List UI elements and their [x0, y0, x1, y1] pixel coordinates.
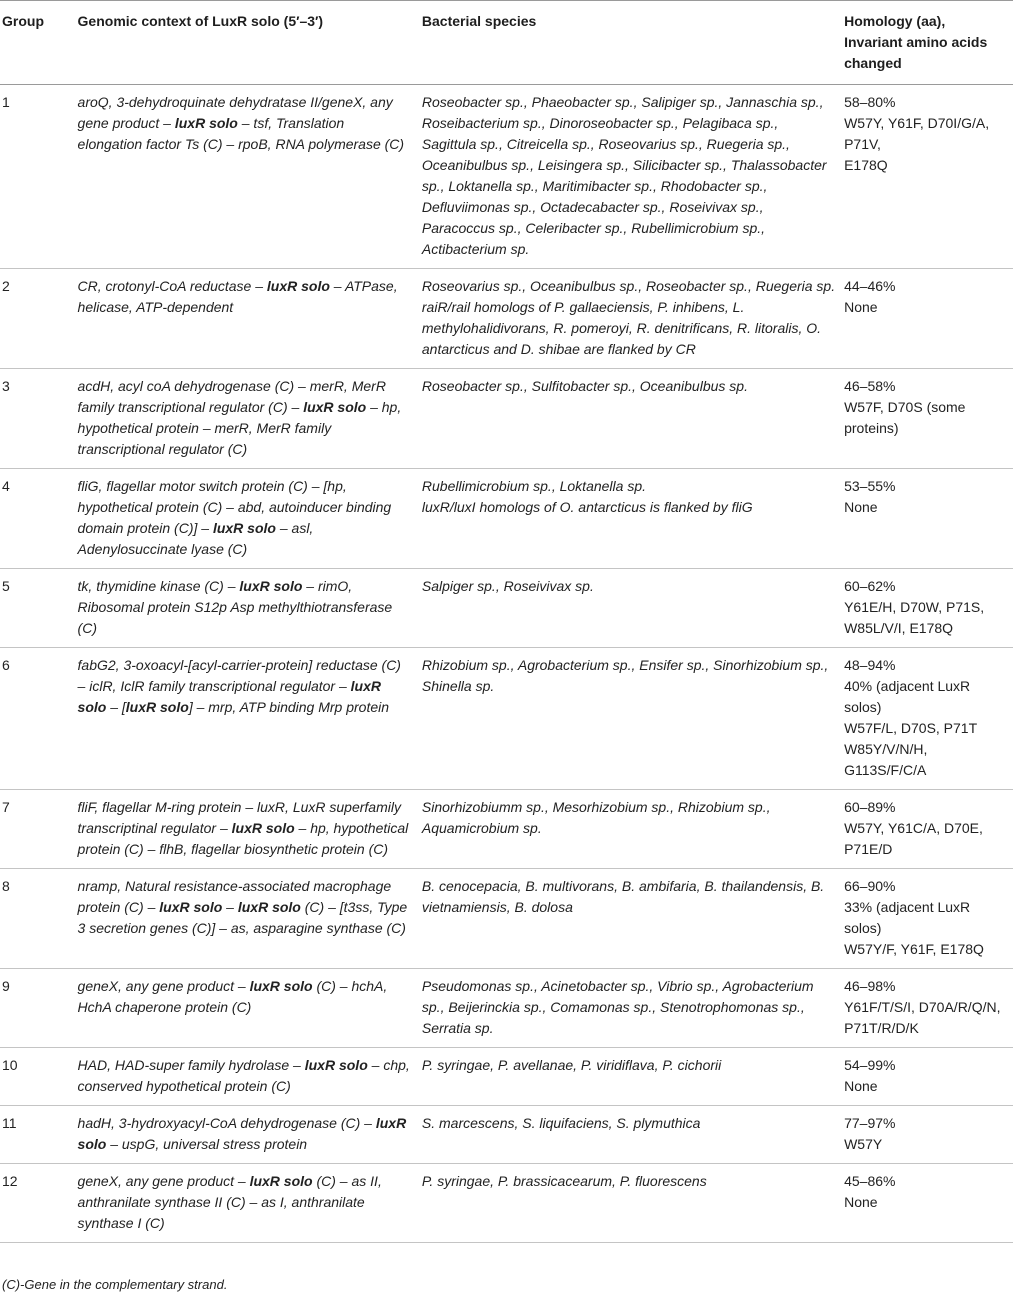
homology-line: None: [844, 499, 878, 515]
header-homology-line: Homology (aa),: [844, 13, 946, 29]
context-text: (C) – as II, anthranilate synthase II (C) – as I, anthranilate synthase I (C): [77, 1173, 382, 1231]
cell-homology: [844, 969, 1013, 1048]
luxr-solo-label: luxR solo: [266, 278, 330, 294]
homology-line: 60–89%: [844, 799, 896, 815]
species-line: luxR/luxI homologs of O. antarcticus is flanked by fliG: [421, 499, 753, 515]
header-group: Group: [0, 1, 78, 85]
homology-line: 44–46%: [844, 278, 896, 294]
cell-group: 11: [0, 1106, 78, 1164]
luxr-solo-label: luxR solo: [249, 978, 313, 994]
context-text: – rimO, Ribosomal protein S12p Asp methylthiotransferase (C): [77, 578, 393, 636]
table-row: [0, 369, 1013, 469]
cell-homology: [844, 648, 1013, 790]
header-homology-line: Invariant amino acids: [844, 34, 988, 50]
cell-homology: [844, 369, 1013, 469]
luxr-solo-label: luxR solo: [77, 678, 381, 715]
homology-line: G113S/F/C/A: [844, 762, 927, 778]
context-text: CR, crotonyl-CoA reductase –: [77, 278, 267, 294]
homology-line: 33% (adjacent LuxR: [844, 899, 971, 915]
luxr-solo-label: luxR solo: [159, 899, 223, 915]
header-homology-line: changed: [844, 55, 902, 71]
cell-bacterial-species: [422, 869, 844, 969]
cell-homology: [844, 269, 1013, 369]
cell-homology: [844, 1164, 1013, 1243]
cell-homology: [844, 569, 1013, 648]
table-row: [0, 1164, 1013, 1243]
table-row: [0, 790, 1013, 869]
luxr-solo-label: luxR solo: [231, 820, 295, 836]
context-text: – ATPase, helicase, ATP-dependent: [77, 278, 398, 315]
homology-line: 53–55%: [844, 478, 896, 494]
header-bacterial-species: Bacterial species: [422, 1, 844, 85]
homology-line: W57Y, Y61F, D70I/G/A,: [844, 115, 990, 131]
homology-line: Y61E/H, D70W, P71S,: [844, 599, 985, 615]
homology-line: Y61F/T/S/I, D70A/R/Q/N,: [844, 999, 1001, 1015]
table-row: [0, 1048, 1013, 1106]
species-line: Salpiger sp., Roseivivax sp.: [421, 578, 594, 594]
homology-line: None: [844, 299, 878, 315]
cell-group: 5: [0, 569, 78, 648]
table-row: [0, 969, 1013, 1048]
homology-line: 40% (adjacent LuxR: [844, 678, 971, 694]
context-text: fliF, flagellar M-ring protein – luxR, LuxR superfamily transcriptinal regulator –: [77, 799, 401, 836]
context-text: (C) – [t3ss, Type 3 secretion genes (C)] – as, asparagine synthase (C): [77, 899, 408, 936]
homology-line: W57Y: [844, 1136, 883, 1152]
context-text: acdH, acyl coA dehydrogenase (C) – merR, MerR family transcriptional regulator (C) –: [77, 378, 386, 415]
homology-line: W57F, D70S (some: [844, 399, 966, 415]
cell-genomic-context: [78, 569, 422, 648]
context-text: –: [222, 899, 238, 915]
cell-group: 6: [0, 648, 78, 790]
cell-homology: [844, 85, 1013, 269]
context-text: – [: [106, 699, 126, 715]
table-row: [0, 569, 1013, 648]
luxr-solo-label: luxR solo: [303, 399, 367, 415]
cell-homology: [844, 869, 1013, 969]
cell-homology: [844, 1048, 1013, 1106]
table-row: [0, 85, 1013, 269]
species-line: P. syringae, P. brassicacearum, P. fluorescens: [421, 1173, 707, 1189]
table-header-row: [0, 1, 1013, 85]
cell-bacterial-species: [422, 1164, 844, 1243]
cell-bacterial-species: [422, 1048, 844, 1106]
homology-line: 46–58%: [844, 378, 896, 394]
cell-group: 3: [0, 369, 78, 469]
luxr-solo-label: luxR solo: [249, 1173, 313, 1189]
cell-homology: [844, 469, 1013, 569]
homology-line: 48–94%: [844, 657, 896, 673]
cell-group: 10: [0, 1048, 78, 1106]
homology-line: None: [844, 1194, 878, 1210]
cell-genomic-context: [78, 648, 422, 790]
species-line: Rubellimicrobium sp., Loktanella sp.: [421, 478, 646, 494]
homology-line: 54–99%: [844, 1057, 896, 1073]
header-homology: [844, 1, 1013, 85]
homology-line: 60–62%: [844, 578, 896, 594]
table-row: [0, 869, 1013, 969]
context-text: fabG2, 3-oxoacyl-[acyl-carrier-protein] reductase (C) – iclR, IclR family transcriptional regulator –: [77, 657, 401, 694]
table-body: [0, 85, 1013, 1243]
header-genomic-context: Genomic context of LuxR solo (5′–3′): [78, 1, 422, 85]
context-text: – chp, conserved hypothetical protein (C): [77, 1057, 410, 1094]
cell-bacterial-species: [422, 85, 844, 269]
table-row: [0, 269, 1013, 369]
context-text: – uspG, universal stress protein: [106, 1136, 308, 1152]
homology-line: W85L/V/I, E178Q: [844, 620, 954, 636]
cell-bacterial-species: [422, 269, 844, 369]
context-text: fliG, flagellar motor switch protein (C) – [hp, hypothetical protein (C) – abd, autoinducer binding domain protein (C)] –: [77, 478, 392, 536]
cell-group: 2: [0, 269, 78, 369]
homology-line: 45–86%: [844, 1173, 896, 1189]
cell-genomic-context: [78, 469, 422, 569]
luxr-solo-label: luxR solo: [174, 115, 238, 131]
cell-genomic-context: [78, 1048, 422, 1106]
luxr-solo-label: luxR solo: [239, 578, 303, 594]
cell-bacterial-species: [422, 790, 844, 869]
table-row: [0, 469, 1013, 569]
cell-homology: [844, 790, 1013, 869]
cell-group: 12: [0, 1164, 78, 1243]
cell-bacterial-species: [422, 1106, 844, 1164]
context-text: – tsf, Translation elongation factor Ts (C) – rpoB, RNA polymerase (C): [77, 115, 405, 152]
homology-line: W57Y/F, Y61F, E178Q: [844, 941, 984, 957]
context-text: (C) – hchA, HchA chaperone protein (C): [77, 978, 388, 1015]
context-text: tk, thymidine kinase (C) –: [77, 578, 240, 594]
luxr-solo-label: luxR solo: [77, 1115, 407, 1152]
species-line: Pseudomonas sp., Acinetobacter sp., Vibrio sp., Agrobacterium sp., Beijerinckia sp., Comamonas sp., Stenotrophomonas sp., Serratia sp.: [421, 978, 814, 1036]
cell-genomic-context: [78, 1164, 422, 1243]
homology-line: solos): [844, 699, 882, 715]
cell-group: 1: [0, 85, 78, 269]
context-text: geneX, any gene product –: [77, 1173, 250, 1189]
cell-genomic-context: [78, 969, 422, 1048]
homology-line: proteins): [844, 420, 899, 436]
homology-line: W57F/L, D70S, P71T: [844, 720, 978, 736]
species-line: B. cenocepacia, B. multivorans, B. ambifaria, B. thailandensis, B. vietnamiensis, B. dolosa: [421, 878, 825, 915]
homology-line: W57Y, Y61C/A, D70E,: [844, 820, 983, 836]
cell-bacterial-species: [422, 369, 844, 469]
species-line: Roseobacter sp., Phaeobacter sp., Salipiger sp., Jannaschia sp., Roseibacterium sp., Dinoroseobacter sp., Pelagibaca sp., Sagittula sp., Citreicella sp., Roseovarius sp., Ruegeria sp., Oceanibulbus sp., Leisingera sp., Silicibacter sp., Thalassobacter sp., Loktanella sp., Maritimibacter sp., Rhodobacter sp., Defluviimonas sp., Octadecabacter sp., Roseivivax sp., Paracoccus sp., Celeribacter sp., Rubellimicrobium sp., Actibacterium sp.: [421, 94, 827, 257]
cell-homology: [844, 1106, 1013, 1164]
homology-line: 66–90%: [844, 878, 896, 894]
table-footnote: (C)-Gene in the complementary strand.: [2, 1277, 228, 1292]
homology-line: W85Y/V/N/H,: [844, 741, 928, 757]
context-text: hadH, 3-hydroxyacyl-CoA dehydrogenase (C) –: [77, 1115, 376, 1131]
homology-line: 46–98%: [844, 978, 896, 994]
table-row: [0, 648, 1013, 790]
context-text: aroQ, 3-dehydroquinate dehydratase II/geneX, any gene product –: [77, 94, 393, 131]
context-text: HAD, HAD-super family hydrolase –: [77, 1057, 305, 1073]
context-text: ] – mrp, ATP binding Mrp protein: [188, 699, 390, 715]
species-line: Roseobacter sp., Sulfitobacter sp., Oceanibulbus sp.: [421, 378, 748, 394]
luxr-solo-label: luxR solo: [212, 520, 276, 536]
homology-line: E178Q: [844, 157, 888, 173]
luxr-solo-label: luxR solo: [125, 699, 189, 715]
species-line: Sinorhizobiumm sp., Mesorhizobium sp., Rhizobium sp., Aquamicrobium sp.: [421, 799, 771, 836]
context-text: nramp, Natural resistance-associated macrophage protein (C) –: [77, 878, 392, 915]
cell-group: 8: [0, 869, 78, 969]
luxr-solo-label: luxR solo: [237, 899, 301, 915]
species-line: P. syringae, P. avellanae, P. viridiflava, P. cichorii: [421, 1057, 722, 1073]
cell-group: 9: [0, 969, 78, 1048]
cell-genomic-context: [78, 369, 422, 469]
homology-line: solos): [844, 920, 882, 936]
table-row: [0, 1106, 1013, 1164]
species-line: S. marcescens, S. liquifaciens, S. plymuthica: [421, 1115, 701, 1131]
cell-group: 4: [0, 469, 78, 569]
cell-genomic-context: [78, 269, 422, 369]
cell-bacterial-species: [422, 569, 844, 648]
homology-line: 77–97%: [844, 1115, 896, 1131]
context-text: – asl, Adenylosuccinate lyase (C): [77, 520, 314, 557]
homology-line: P71E/D: [844, 841, 893, 857]
homology-line: P71V,: [844, 136, 881, 152]
cell-bacterial-species: [422, 969, 844, 1048]
cell-genomic-context: [78, 1106, 422, 1164]
homology-line: P71T/R/D/K: [844, 1020, 919, 1036]
species-line: Roseovarius sp., Oceanibulbus sp., Roseobacter sp., Ruegeria sp.: [421, 278, 836, 294]
cell-group: 7: [0, 790, 78, 869]
luxr-solo-label: luxR solo: [304, 1057, 368, 1073]
cell-genomic-context: [78, 85, 422, 269]
cell-bacterial-species: [422, 648, 844, 790]
cell-genomic-context: [78, 869, 422, 969]
homology-line: None: [844, 1078, 878, 1094]
context-text: – hp, hypothetical protein – merR, MerR family transcriptional regulator (C): [77, 399, 402, 457]
context-text: – hp, hypothetical protein (C) – flhB, flagellar biosynthetic protein (C): [77, 820, 409, 857]
cell-genomic-context: [78, 790, 422, 869]
cell-bacterial-species: [422, 469, 844, 569]
species-line: Rhizobium sp., Agrobacterium sp., Ensifer sp., Sinorhizobium sp., Shinella sp.: [421, 657, 829, 694]
species-line: raiR/rail homologs of P. gallaeciensis, P. inhibens, L. methylohalidivorans, R. pomeroyi, R. denitrificans, R. litoralis, O. antarcticus and D. shibae are flanked by CR: [421, 299, 822, 357]
homology-line: 58–80%: [844, 94, 896, 110]
context-text: geneX, any gene product –: [77, 978, 250, 994]
